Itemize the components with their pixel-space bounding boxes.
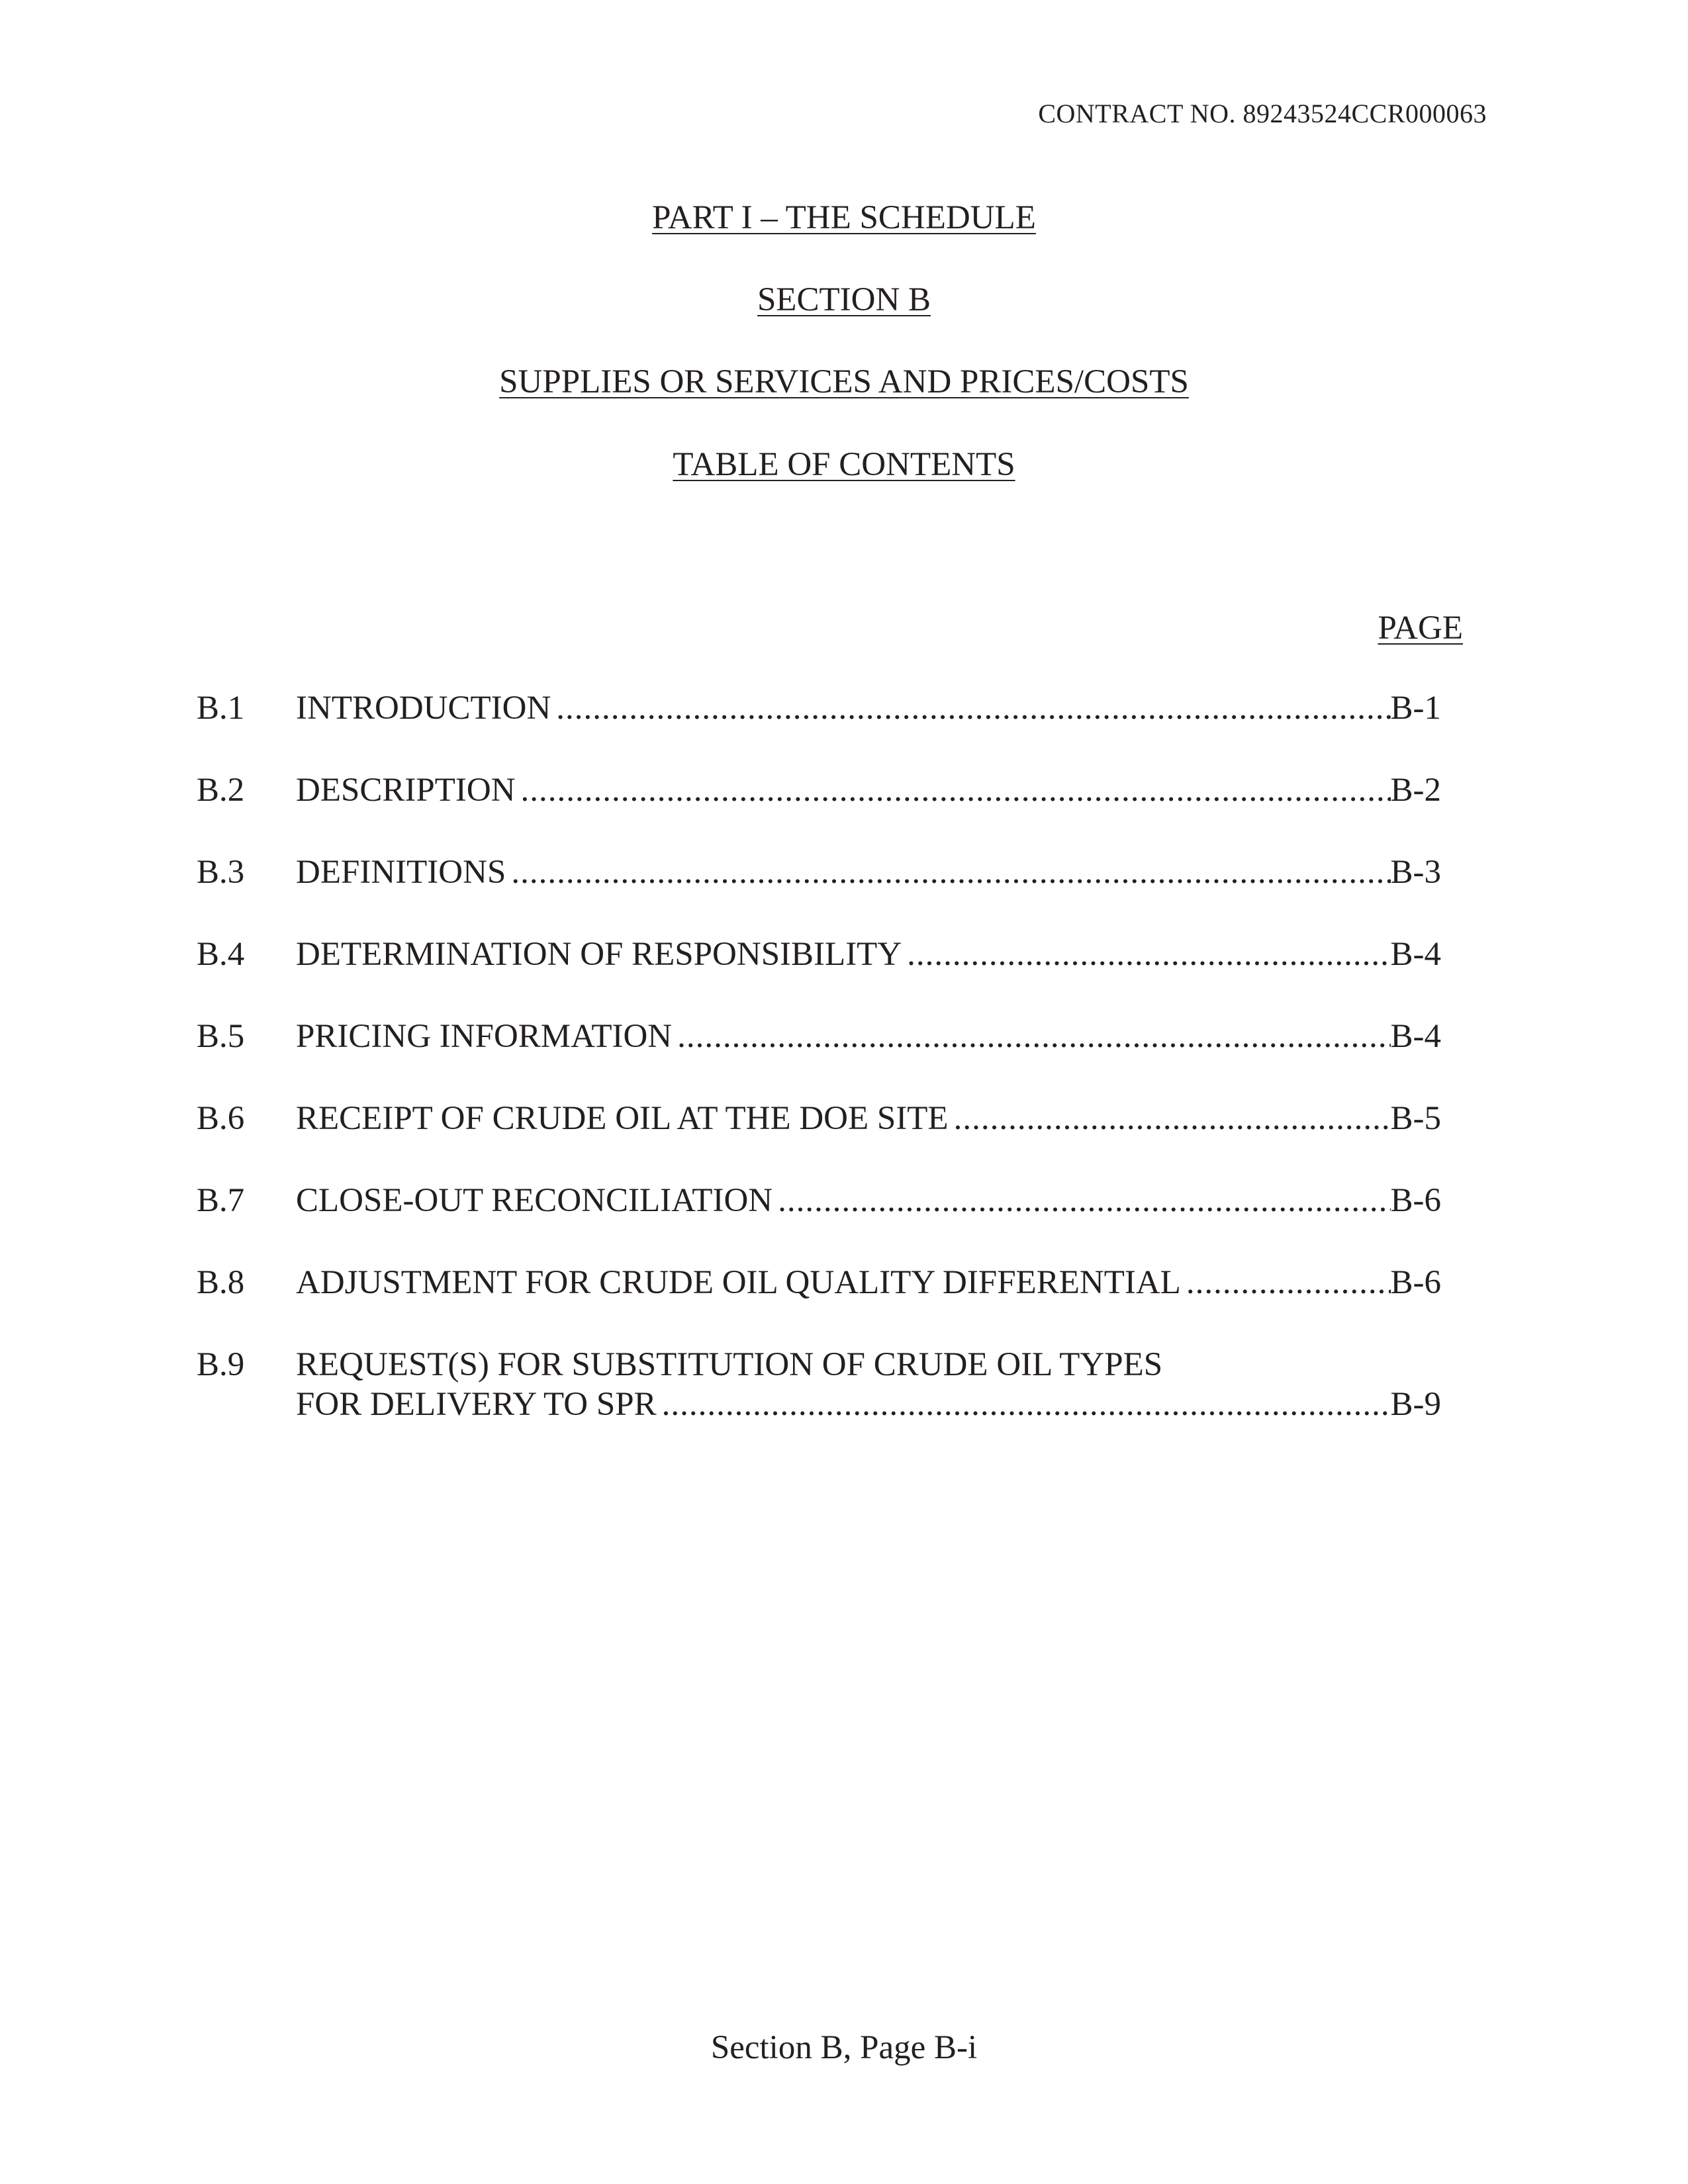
toc-entry-b3 [197,852,1441,934]
part-heading: PART I – THE SCHEDULE [652,199,1036,236]
toc-entry-number: B.2 [197,772,245,809]
toc-entry-title: PRICING INFORMATION [296,1018,673,1055]
toc-entry-page: B-5 [1390,1100,1441,1137]
toc-entry-page: B-4 [1390,936,1441,973]
toc-entry-b7 [197,1181,1441,1263]
toc-entry-title: DEFINITIONS [296,854,506,891]
toc-entry-title: ADJUSTMENT FOR CRUDE OIL QUALITY DIFFERENTIAL [296,1264,1181,1301]
dot-leader [778,1181,1390,1220]
dot-leader [556,688,1390,728]
toc-entry-number: B.9 [197,1346,245,1383]
contract-number: CONTRACT NO. 89243524CCR000063 [1038,99,1487,128]
dot-leader [907,934,1390,974]
toc-entry-title: CLOSE-OUT RECONCILIATION [296,1182,773,1219]
section-heading: SECTION B [757,281,931,318]
dot-leader [954,1099,1391,1138]
table-of-contents [197,688,1441,1431]
toc-entry-number: B.7 [197,1182,245,1219]
dot-leader [677,1017,1390,1056]
toc-heading: TABLE OF CONTENTS [673,446,1015,483]
toc-entry-b1 [197,688,1441,770]
toc-entry-b4 [197,934,1441,1017]
toc-entry-page: B-9 [1390,1386,1441,1423]
toc-entry-page: B-6 [1390,1182,1441,1219]
toc-entry-title: DESCRIPTION [296,772,516,809]
toc-entry-b5 [197,1017,1441,1099]
toc-entry-page: B-2 [1390,772,1441,809]
dot-leader [521,770,1391,810]
toc-entry-title-line1: REQUEST(S) FOR SUBSTITUTION OF CRUDE OIL TYPES [296,1346,1163,1383]
toc-entry-b6 [197,1099,1441,1181]
toc-entry-b2 [197,770,1441,852]
toc-entry-title: DETERMINATION OF RESPONSIBILITY [296,936,902,973]
subject-heading: SUPPLIES OR SERVICES AND PRICES/COSTS [499,363,1189,400]
dot-leader [1186,1263,1391,1302]
toc-entry-number: B.3 [197,854,245,891]
toc-entry-b9 [197,1345,1441,1431]
toc-entry-number: B.1 [197,690,245,727]
toc-entry-number: B.6 [197,1100,245,1137]
toc-entry-title: FOR DELIVERY TO SPR [296,1386,657,1423]
toc-entry-page: B-6 [1390,1264,1441,1301]
toc-entry-number: B.8 [197,1264,245,1301]
toc-entry-number: B.4 [197,936,245,973]
toc-entry-title: RECEIPT OF CRUDE OIL AT THE DOE SITE [296,1100,949,1137]
toc-entry-title: INTRODUCTION [296,690,551,727]
toc-entry-page: B-1 [1390,690,1441,727]
dot-leader [662,1385,1391,1424]
toc-entry-number: B.5 [197,1018,245,1055]
toc-entry-b8 [197,1263,1441,1345]
dot-leader [511,852,1390,892]
toc-entry-page: B-4 [1390,1018,1441,1055]
page-column-label: PAGE [1378,610,1463,647]
toc-entry-page: B-3 [1390,854,1441,891]
page-footer: Section B, Page B-i [710,2029,978,2066]
